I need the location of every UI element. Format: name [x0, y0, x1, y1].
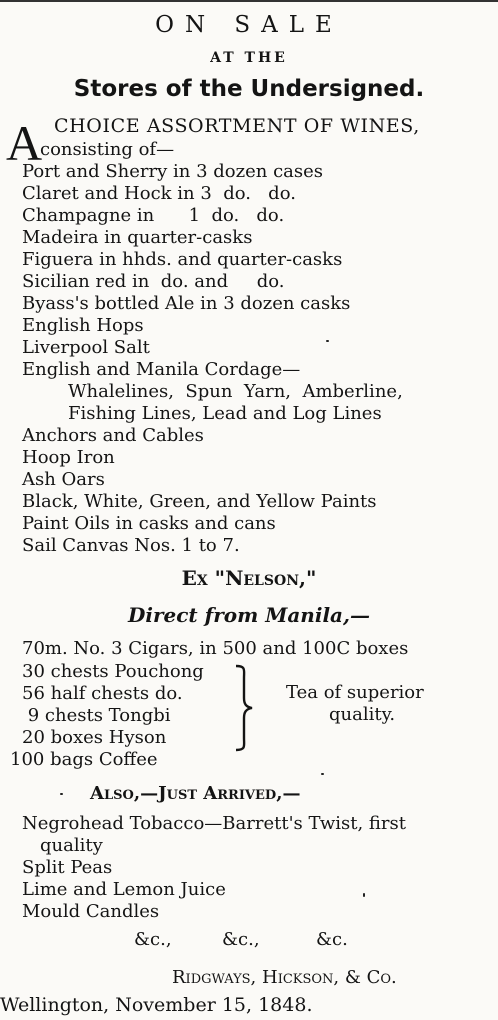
etc-mark: &c.	[316, 929, 348, 950]
list-item: Figuera in hhds. and quarter-casks	[22, 249, 343, 270]
list-item: Negrohead Tobacco—Barrett's Twist, first	[22, 813, 407, 834]
ex-nelson-heading: Ex "Nelson,"	[181, 566, 317, 590]
tea-item: 20 boxes Hyson	[22, 727, 167, 748]
at-the-heading: AT THE	[210, 50, 288, 66]
ink-speck	[363, 893, 365, 897]
intro-first-line: CHOICE ASSORTMENT OF WINES,	[54, 115, 420, 137]
list-item: Split Peas	[22, 857, 113, 878]
list-item: Liverpool Salt	[22, 337, 150, 358]
drop-cap: A	[6, 115, 43, 171]
list-item: English Hops	[22, 315, 144, 336]
coffee-line: 100 bags Coffee	[10, 749, 158, 770]
etc-mark: &c.,	[222, 929, 260, 950]
list-item: Anchors and Cables	[22, 425, 204, 446]
list-item: Paint Oils in casks and cans	[22, 513, 276, 534]
list-item: Champagne in 1 do. do.	[22, 205, 285, 226]
tea-note-line: Tea of superior	[286, 682, 424, 703]
list-item: Port and Sherry in 3 dozen cases	[22, 161, 324, 182]
list-item: Byass's bottled Ale in 3 dozen casks	[22, 293, 351, 314]
cordage-line: Whalelines, Spun Yarn, Amberline,	[68, 381, 403, 402]
tea-item: 56 half chests do.	[22, 683, 183, 704]
tea-item: 30 chests Pouchong	[22, 661, 204, 682]
ink-speck	[60, 793, 63, 795]
stores-heading: Stores of the Undersigned.	[73, 76, 425, 102]
tea-item: 9 chests Tongbi	[22, 705, 171, 726]
direct-from-manila-heading: Direct from Manila,—	[128, 603, 370, 627]
etc-mark: &c.,	[134, 929, 172, 950]
list-item: Black, White, Green, and Yellow Paints	[22, 491, 377, 512]
ink-speck	[326, 340, 329, 342]
list-item: quality	[40, 835, 103, 856]
list-item: Sail Canvas Nos. 1 to 7.	[22, 535, 240, 556]
top-rule	[0, 0, 498, 2]
list-item: Claret and Hock in 3 do. do.	[22, 183, 296, 204]
tea-note-line: quality.	[329, 704, 396, 725]
also-just-arrived-heading: Also,—Just Arrived,—	[90, 783, 301, 804]
list-item: Madeira in quarter-casks	[22, 227, 253, 248]
list-item: Ash Oars	[22, 469, 105, 490]
on-sale-heading: ON SALE	[155, 12, 343, 38]
cigars-line: 70m. No. 3 Cigars, in 500 and 100C boxes	[22, 638, 409, 659]
dateline: Wellington, November 15, 1848.	[0, 994, 313, 1016]
list-item: English and Manila Cordage—	[22, 359, 301, 380]
list-item: Sicilian red in do. and do.	[22, 271, 285, 292]
signature: Ridgways, Hickson, & Co.	[172, 967, 397, 988]
ink-speck	[321, 773, 324, 775]
curly-brace-icon	[232, 664, 256, 752]
cordage-line: Fishing Lines, Lead and Log Lines	[68, 403, 382, 424]
list-item: Hoop Iron	[22, 447, 115, 468]
list-item: Mould Candles	[22, 901, 160, 922]
list-item: Lime and Lemon Juice	[22, 879, 226, 900]
consisting-of: consisting of—	[40, 139, 175, 160]
